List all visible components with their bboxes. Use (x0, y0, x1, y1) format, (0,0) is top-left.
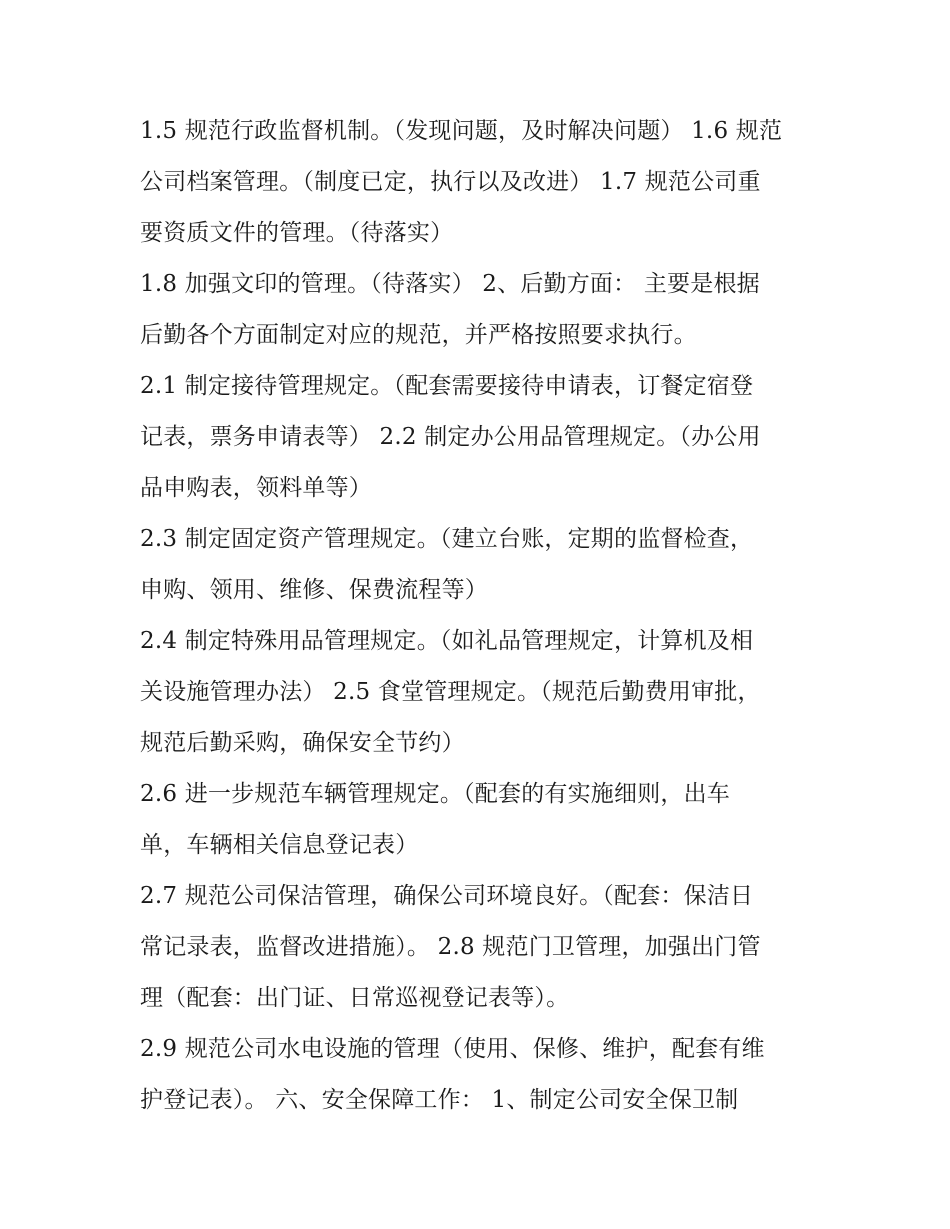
text-line-1: 1.5 规范行政监督机制。（发现问题，及时解决问题） 1.6 规范 (140, 118, 783, 144)
text-line-11: 2.4 制定特殊用品管理规定。（如礼品管理规定，计算机及相 (140, 628, 754, 654)
text-line-15: 单，车辆相关信息登记表） (140, 832, 419, 858)
text-line-14: 2.6 进一步规范车辆管理规定。（配套的有实施细则，出车 (140, 781, 730, 807)
text-line-19: 2.9 规范公司水电设施的管理（使用、保修、维护，配套有维 (140, 1036, 765, 1062)
text-line-5: 后勤各个方面制定对应的规范，并严格按照要求执行。 (140, 322, 697, 348)
text-line-8: 品申购表，领料单等） (140, 475, 372, 501)
text-line-6: 2.1 制定接待管理规定。（配套需要接待申请表，订餐定宿登 (140, 373, 754, 399)
text-line-18: 理（配套：出门证、日常巡视登记表等）。 (140, 985, 570, 1011)
document-body (140, 106, 820, 1126)
text-line-17: 常记录表，监督改进措施）。 2.8 规范门卫管理，加强出门管 (140, 934, 761, 960)
text-line-2: 公司档案管理。（制度已定，执行以及改进） 1.7 规范公司重 (140, 169, 761, 195)
text-line-12: 关设施管理办法） 2.5 食堂管理规定。（规范后勤费用审批， (140, 679, 761, 705)
text-line-3: 要资质文件的管理。（待落实） (140, 220, 454, 246)
text-line-4: 1.8 加强文印的管理。（待落实） 2、后勤方面： 主要是根据 (140, 271, 760, 297)
text-line-9: 2.3 制定固定资产管理规定。（建立台账，定期的监督检查， (140, 526, 754, 552)
text-line-13: 规范后勤采购，确保安全节约） (140, 730, 465, 756)
text-line-20: 护登记表）。 六、安全保障工作： 1、制定公司安全保卫制 (140, 1087, 739, 1113)
text-line-10: 申购、领用、维修、保费流程等） (140, 577, 488, 603)
text-line-7: 记表，票务申请表等） 2.2 制定办公用品管理规定。（办公用 (140, 424, 761, 450)
text-line-16: 2.7 规范公司保洁管理，确保公司环境良好。（配套：保洁日 (140, 883, 754, 909)
